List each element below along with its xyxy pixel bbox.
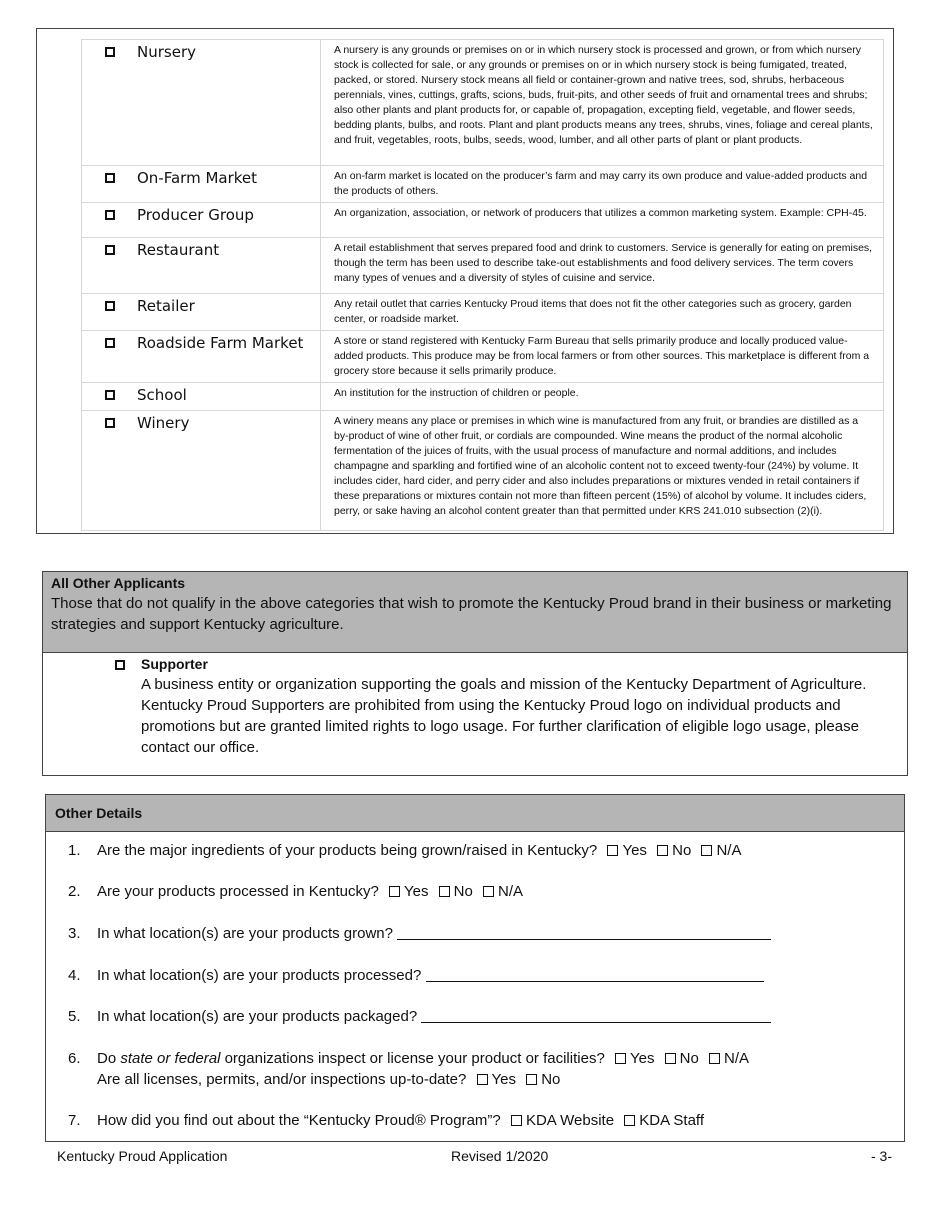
q6-na-option[interactable]: N/A <box>709 1050 749 1067</box>
section-title: Other Details <box>46 795 904 832</box>
page-number: - 3- <box>871 1148 892 1164</box>
producer-group-checkbox[interactable] <box>105 210 115 220</box>
category-name: Restaurant <box>137 241 220 259</box>
checkbox-icon[interactable] <box>526 1074 537 1085</box>
checkbox-icon[interactable] <box>665 1053 676 1064</box>
table-row <box>82 40 884 166</box>
q6-no-option[interactable]: No <box>665 1050 699 1067</box>
checkbox-icon[interactable] <box>657 845 668 856</box>
question-text: How did you find out about the “Kentucky Proud® Program”? <box>97 1112 501 1129</box>
table-row <box>82 411 884 531</box>
q6b-no-option[interactable]: No <box>526 1071 560 1088</box>
q1-yes-option[interactable]: Yes <box>607 842 646 859</box>
category-description: A nursery is any grounds or premises on or in which nursery stock is processed and grown, or from which nursery stock is collected for sale, or any grounds or premises on or in which nursery stock is being fumigated, treated, packed, or stored. Nursery stock means all field or container-grown and native trees, sod, shrubs, herbaceous perennials, vines, cuttings, grafts, scions, buds, fruit-pits, and other seeds of fruit and ornamental trees and shrubs; also other plants and plant products for, or capable of, propagation, excepting field, vegetable, and flower seeds, bedding plants, bulbs, and roots. Plant and plant products means any trees, shrubs, vines, foliage and cereal plants, and fruit, vegetables, roots, bulbs, seeds, wood, lumber, and all other parts of plant or plant products. <box>321 40 884 166</box>
checkbox-icon[interactable] <box>511 1115 522 1126</box>
checkbox-icon[interactable] <box>439 886 450 897</box>
winery-checkbox[interactable] <box>105 418 115 428</box>
question-text: Are the major ingredients of your products being grown/raised in Kentucky? <box>97 842 598 859</box>
processed-location-field[interactable] <box>426 967 764 982</box>
table-row <box>82 203 884 238</box>
supporter-title: Supporter <box>141 656 208 672</box>
category-name: Producer Group <box>137 206 254 224</box>
footer-center: Revised 1/2020 <box>451 1148 549 1164</box>
checkbox-icon[interactable] <box>701 845 712 856</box>
section-header <box>43 572 907 653</box>
supporter-description: A business entity or organization supporting the goals and mission of the Kentucky Department of Agriculture. Kentucky Proud Supporters are prohibited from using the Kentucky Proud logo on individual products and promotions but are granted limited rights to logo usage. For further clarification of eligible logo usage, please contact our office. <box>141 676 867 756</box>
question-text: Are all licenses, permits, and/or inspections up-to-date? <box>97 1071 467 1088</box>
category-description: An organization, association, or network of producers that utilizes a common marketing system. Example: CPH-45. <box>321 203 884 238</box>
checkbox-icon[interactable] <box>615 1053 626 1064</box>
q7-kda-staff-option[interactable]: KDA Staff <box>624 1112 704 1129</box>
checkbox-icon[interactable] <box>389 886 400 897</box>
retailer-checkbox[interactable] <box>105 301 115 311</box>
q6b-yes-option[interactable]: Yes <box>477 1071 516 1088</box>
table-row <box>82 331 884 383</box>
table-row <box>82 166 884 203</box>
category-description: An on-farm market is located on the producer’s farm and may carry its own produce and value-added products and the products of others. <box>321 166 884 203</box>
checkbox-icon[interactable] <box>477 1074 488 1085</box>
table-row <box>82 294 884 331</box>
q7-kda-website-option[interactable]: KDA Website <box>511 1112 614 1129</box>
school-checkbox[interactable] <box>105 390 115 400</box>
category-description: A retail establishment that serves prepared food and drink to customers. Service is generally for eating on premises, though the term has been used to describe take-out establishments and food delivery services. The term covers many types of venues and a diversity of styles of cuisine and service. <box>321 238 884 294</box>
nursery-checkbox[interactable] <box>105 47 115 57</box>
q2-yes-option[interactable]: Yes <box>389 883 428 900</box>
q1-no-option[interactable]: No <box>657 842 691 859</box>
restaurant-checkbox[interactable] <box>105 245 115 255</box>
category-name: Roadside Farm Market <box>137 334 304 352</box>
on-farm-market-checkbox[interactable] <box>105 173 115 183</box>
checkbox-icon[interactable] <box>709 1053 720 1064</box>
q6-yes-option[interactable]: Yes <box>615 1050 654 1067</box>
checkbox-icon[interactable] <box>624 1115 635 1126</box>
grown-location-field[interactable] <box>397 925 771 940</box>
category-name: Nursery <box>137 43 196 61</box>
table-row <box>82 238 884 294</box>
category-table <box>81 39 884 531</box>
table-row <box>82 383 884 411</box>
category-name: On-Farm Market <box>137 169 258 187</box>
supporter-option <box>43 653 907 758</box>
other-details-section: Other Details 1. Are the major ingredients of your products being grown/raised in Kentucky? Yes No N/A 2. Are your products processed in Kentucky? Yes No N/A 3. In what location(s) are your products grown? 4. In what location(s) are your products processed? 5. In what location(s) are your products packaged? 6. Do state or federal organizations inspect or license your product or facilities? Yes No N/A Are all licenses, permits, and/or inspections up-to-date? Yes No 7. How did you find out about the “Kentucky Proud® Program”? KDA Website KDA Staff <box>45 794 905 1142</box>
question-text: In what location(s) are your products processed? <box>97 967 422 984</box>
roadside-farm-market-checkbox[interactable] <box>105 338 115 348</box>
section-description: Those that do not qualify in the above categories that wish to promote the Kentucky Proud brand in their business or marketing strategies and support Kentucky agriculture. <box>51 595 892 633</box>
category-description: A store or stand registered with Kentucky Farm Bureau that sells primarily produce and locally produced value-added products. This produce may be from local farmers or from other sources. This marketplace is different from a grocery store because it sells primarily produce. <box>321 331 884 383</box>
question-text: In what location(s) are your products grown? <box>97 925 393 942</box>
category-name: Retailer <box>137 297 195 315</box>
supporter-checkbox[interactable] <box>115 660 125 670</box>
category-description: An institution for the instruction of children or people. <box>321 383 884 411</box>
category-description: Any retail outlet that carries Kentucky Proud items that does not fit the other categories such as grocery, garden center, or roadside market. <box>321 294 884 331</box>
q2-no-option[interactable]: No <box>439 883 473 900</box>
q1-na-option[interactable]: N/A <box>701 842 741 859</box>
category-name: Winery <box>137 414 190 432</box>
category-description: A winery means any place or premises in which wine is manufactured from any fruit, or brandies are distilled as a by-product of wine of other fruit, or cordials are compounded. Wine means the product of the normal alcoholic fermentation of the juices of fruits, with the usual process of manufacture and normal additions, and includes champagne and sparkling and fortified wine of an alcoholic content not to exceed twenty-four (24%) by volume. It includes cider, hard cider, and perry cider and also includes preparations or mixtures vended in retail containers if these preparations or mixtures contain not more than fifteen percent (15%) of alcohol by volume. It includes ciders, perry, or sake having an alcohol content greater than that permitted under KRS 241.010 subsection (2)(i). <box>321 411 884 531</box>
category-name: School <box>137 386 187 404</box>
checkbox-icon[interactable] <box>607 845 618 856</box>
category-table-frame <box>36 28 894 534</box>
section-title: All Other Applicants <box>51 575 186 591</box>
q2-na-option[interactable]: N/A <box>483 883 523 900</box>
footer-left: Kentucky Proud Application <box>57 1148 228 1164</box>
question-text: Are your products processed in Kentucky? <box>97 883 379 900</box>
question-text: In what location(s) are your products packaged? <box>97 1008 418 1025</box>
checkbox-icon[interactable] <box>483 886 494 897</box>
packaged-location-field[interactable] <box>421 1008 771 1023</box>
all-other-applicants-section <box>42 571 908 776</box>
